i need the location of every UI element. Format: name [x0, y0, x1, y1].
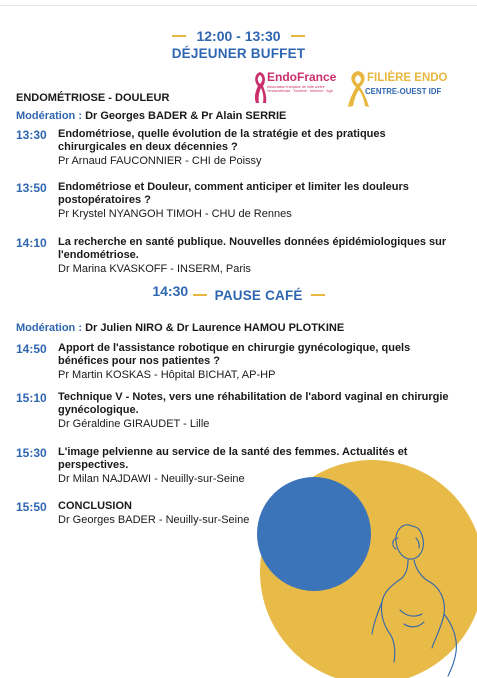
woman-line-drawing-icon	[372, 525, 456, 676]
top-divider	[0, 0, 477, 6]
moderation-2	[16, 322, 344, 334]
moderation-names: Dr Georges BADER & Pr Alain SERRIE	[85, 110, 287, 122]
agenda-item	[16, 342, 456, 382]
coffee-break	[0, 283, 477, 303]
talk-title: Endométriose et Douleur, comment anticiper et limiter les douleurs postopératoires ?	[58, 181, 409, 206]
dash-left	[193, 294, 207, 296]
talk-title: Apport de l'assistance robotique en chirurgie gynécologique, quels bénéfices pour nos patientes ?	[58, 342, 411, 367]
pause-title: PAUSE CAFÉ	[214, 287, 303, 303]
agenda-item	[16, 236, 456, 276]
speaker: Dr Georges BADER - Neuilly-sur-Seine	[58, 514, 250, 526]
dash-left	[172, 35, 186, 37]
lunch-title: DÉJEUNER BUFFET	[171, 46, 306, 61]
filiere-endo-logo	[345, 68, 465, 110]
speaker: Pr Martin KOSKAS - Hôpital BICHAT, AP-HP	[58, 369, 276, 381]
agenda-item	[16, 128, 456, 168]
talk-title: CONCLUSION	[58, 500, 132, 512]
filiere-name: FILIÈRE ENDO	[367, 72, 448, 84]
endofrance-logo	[252, 68, 340, 108]
agenda-item	[16, 391, 456, 431]
moderation-names: Dr Julien NIRO & Dr Laurence HAMOU PLOTKINE	[85, 322, 345, 334]
lunch-break	[0, 24, 477, 61]
item-time: 14:50	[16, 342, 47, 356]
pause-title-row	[193, 288, 325, 303]
endofrance-tagline: Association française de lutte contre l'endométriose · Soutenir · Informer · Agir	[267, 85, 333, 94]
moderation-label: Modération :	[16, 322, 86, 334]
item-time: 13:50	[16, 181, 47, 195]
endofrance-ribbon-icon	[252, 70, 268, 104]
lunch-time: 12:00 - 13:30	[196, 28, 281, 44]
item-time: 15:10	[16, 391, 47, 405]
talk-title: La recherche en santé publique. Nouvelles données épidémiologiques sur l'endométriose.	[58, 236, 447, 261]
speaker: Dr Géraldine GIRAUDET - Lille	[58, 418, 210, 430]
agenda-item	[16, 181, 456, 221]
endofrance-name: EndoFrance	[267, 70, 337, 84]
agenda-item	[16, 446, 456, 486]
item-time: 14:10	[16, 236, 47, 250]
item-time: 15:30	[16, 446, 47, 460]
blue-circle	[257, 477, 371, 591]
dash-right	[311, 294, 325, 296]
dash-right	[291, 35, 305, 37]
talk-title: Technique V - Notes, vers une réhabilitation de l'abord vaginal en chirurgie gynécologique.	[58, 391, 449, 416]
speaker: Pr Arnaud FAUCONNIER - CHI de Poissy	[58, 155, 262, 167]
gold-circle	[260, 460, 477, 678]
speaker: Dr Milan NAJDAWI - Neuilly-sur-Seine	[58, 473, 245, 485]
section-title-endometriose-douleur: ENDOMÉTRIOSE - DOULEUR	[16, 92, 170, 104]
talk-title: L'image pelvienne au service de la santé des femmes. Actualités et perspectives.	[58, 446, 408, 471]
item-time: 13:30	[16, 128, 47, 142]
moderation-1	[16, 110, 286, 122]
filiere-sub: CENTRE-OUEST IDF	[365, 87, 442, 96]
agenda-item	[16, 500, 456, 527]
lunch-time-row	[172, 28, 304, 44]
moderation-label: Modération :	[16, 110, 86, 122]
speaker: Dr Marina KVASKOFF - INSERM, Paris	[58, 263, 251, 275]
speaker: Pr Krystel NYANGOH TIMOH - CHU de Rennes	[58, 208, 292, 220]
item-time: 15:50	[16, 500, 47, 514]
pause-time: 14:30	[152, 283, 189, 299]
talk-title: Endométriose, quelle évolution de la stratégie et des pratiques chirurgicales en deux décennies ?	[58, 128, 386, 153]
